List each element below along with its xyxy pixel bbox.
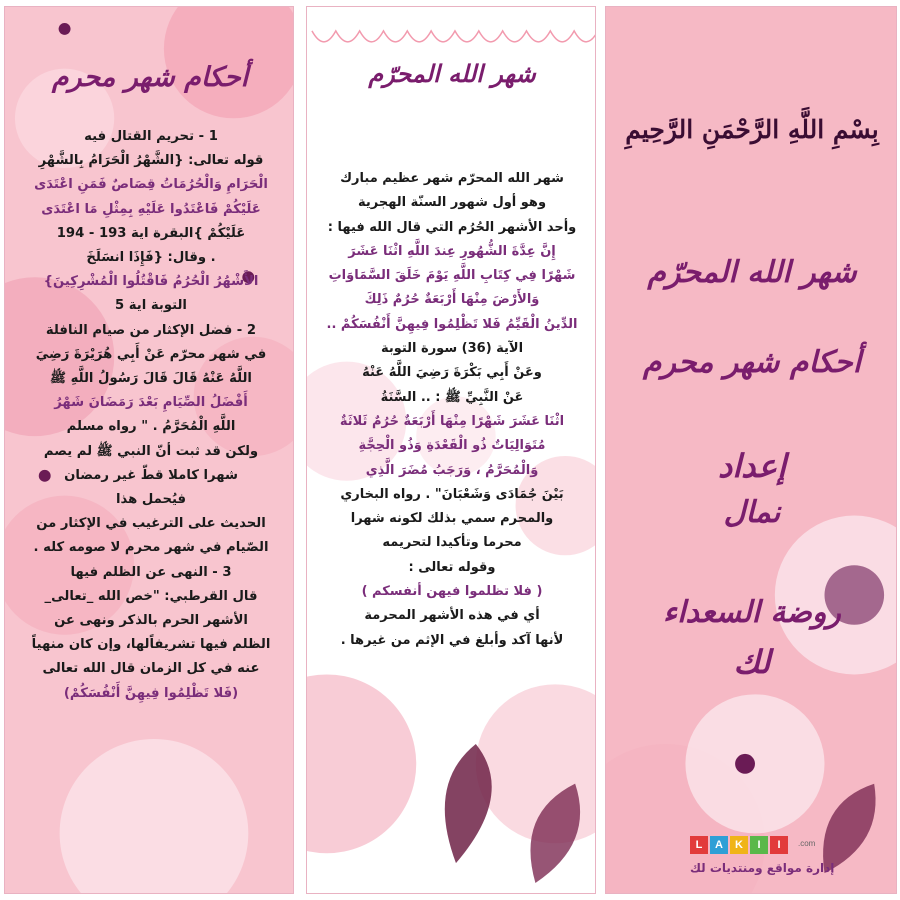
logo-letter: A [710,836,728,854]
text-line: الحديث على الترغيب في الإكثار من [36,516,266,532]
text-line: (فَلا تَظْلِمُوا فِيهِنَّ أَنْفُسَكُمْ) [63,685,239,701]
text-line: ( فلا تظلموا فيهن أنفسكم ) [361,584,543,600]
text-line: عَلَيْكُمْ }البقرة اية 193 - 194 [56,225,246,241]
text-line: التوبة اية 5 [115,298,187,314]
text-line: بَيْنَ جُمَادَى وَشَعْبَانَ" . رواه البخاري [340,486,564,502]
text-line: الدِّينُ الْقَيِّمُ فَلا تَظْلِمُوا فِيهِنَّ أَنْفُسَكُمْ .. [326,316,578,332]
text-line: اثْنَا عَشَرَ شَهْرًا مِنْهَا أَرْبَعَةٌ حُرُمٌ ثَلاثَةٌ [339,413,565,429]
cover-title: شهر الله المحرّم [647,255,857,290]
logo-letter: L [690,836,708,854]
text-line: والمحرم سمي بذلك لكونه شهرا [350,511,554,527]
prepared-by-label: إعداد [718,447,786,485]
text-line: قال القرطبي: "خص الله _تعالى_ [44,588,258,604]
logo-letter: I [770,836,788,854]
logo-letter: K [730,836,748,854]
cover-subtitle: أحكام شهر محرم [642,345,862,380]
text-line: الآية (36) سورة التوبة [380,341,524,357]
panel-title: أحكام شهر محرم [51,62,249,93]
text-line: مُتَوَالِيَاتٌ ذُو الْقَعْدَةِ وَذُو الْحِجَّةِ [358,438,546,454]
page-panel-1 [306,6,596,894]
text-line: شَهْرًا فِي كِتَابِ اللَّهِ يَوْمَ خَلَقَ السَّمَاوَاتِ [328,268,576,284]
text-line: في شهر محرّم عَنْ أَبِي هُرَيْرَةَ رَضِيَ [35,346,267,362]
text-line: إِنَّ عِدَّةَ الشُّهُورِ عِندَ اللَّهِ اثْنَا عَشَرَ [348,243,556,259]
body-text [17,125,285,706]
site-name-suffix: لك [733,643,771,681]
cover-panel [605,6,897,894]
site-name: روضة السعداء [663,595,841,630]
logo-tagline: إدارة مواقع ومنتديات لك [690,861,835,875]
text-line: قوله تعالى: {الشَّهْرُ الْحَرَامُ بِالشَّهْرِ [38,153,264,169]
text-line: 3 - النهى عن الظلم فيها [70,564,232,580]
text-line: عَنْ النَّبِيِّ ﷺ : .. السَّنَةُ [380,389,524,405]
text-line: وأحد الأشهر الحُرُم التي قال الله فيها : [327,219,577,235]
page-panel-2 [4,6,294,894]
text-line: الأشهر الحرم بالذكر ونهى عن [54,613,248,629]
text-line: الْحَرَامِ وَالْحُرُمَاتُ قِصَاصٌ فَمَنِ اعْتَدَى [34,177,268,193]
text-line: الصّيام في شهر محرم لا صومه كله . [33,540,269,556]
text-line: الظلم فيها تشريفاًلها، وإن كان منهياً [31,637,271,653]
text-line: 1 - تحريم القتال فيه [84,129,218,144]
text-line: وهو أول شهور السنّة الهجرية [357,195,547,211]
text-line: شهر الله المحرّم شهر عظيم مبارك [340,171,564,186]
text-line: أي في هذه الأشهر المحرمة [364,608,540,624]
logo-letter: I [750,836,768,854]
text-line: ولكن قد ثبت أنّ النبي ﷺ لم يصم [43,443,259,459]
text-line: . وقال: {فَإِذَا انسَلَخَ [86,250,216,266]
logo-domain: .com [798,839,816,848]
text-line: فيُحمل هذا [115,492,186,508]
text-line: وقوله تعالى : [408,559,496,575]
text-line: لأنها آكد وأبلغ في الإثم من غيرها . [340,632,564,648]
text-line: أَفْضَلُ الصِّيَامِ بَعْدَ رَمَضَانَ شَهْرُ [54,395,248,411]
logo-letters [690,833,840,854]
text-line: شهرا كاملا قطّ غير رمضان [64,467,238,483]
text-line: عَلَيْكُمْ فَاعْتَدُوا عَلَيْهِ بِمِثْلِ مَا اعْتَدَى [41,201,261,217]
text-line: وَالأَرْضَ مِنْهَا أَرْبَعَةٌ حُرُمٌ ذَلِكَ [364,292,540,308]
lakii-logo [690,833,840,893]
text-line: 2 - فضل الإكثار من صيام النافلة [45,322,257,338]
text-line: وعَنْ أَبِي بَكْرَةَ رَضِيَ اللَّهُ عَنْهُ [362,365,542,381]
text-line: اللَّهِ الْمُحَرَّمُ . " رواه مسلم [66,419,236,435]
text-line: محرما وتأكيدا لتحريمه [382,535,522,551]
text-line: اللَّهُ عَنْهُ قَالَ قَالَ رَسُولُ اللَّهِ ﷺ [50,371,252,387]
author-name: نمال [723,495,781,530]
basmala: بِسْمِ اللَّهِ الرَّحْمَنِ الرَّحِيمِ [625,115,879,144]
text-line: عنه في كل الزمان قال الله تعالى [42,661,260,677]
text-line: وَالْمُحَرَّمُ ، وَرَجَبُ مُضَرَ الَّذِي [365,462,539,478]
panel-title: شهر الله المحرّم [368,59,536,88]
text-line: الأَشْهُرُ الْحُرُمُ فَاقْتُلُوا الْمُشْرِكِينَ} [43,274,259,290]
body-text [317,167,587,653]
